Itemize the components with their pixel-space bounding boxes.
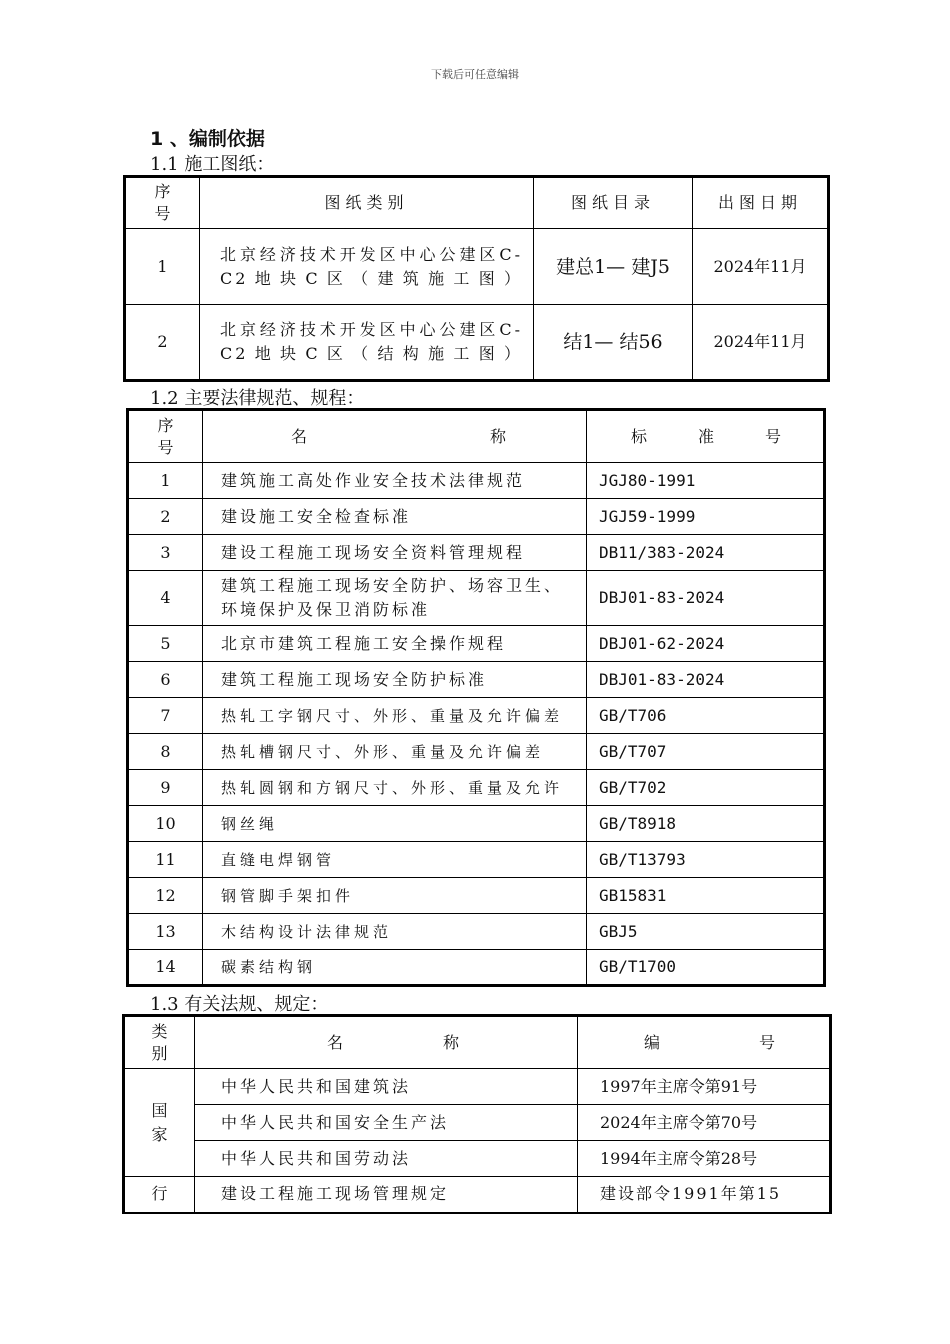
- drawings-table: [123, 175, 830, 382]
- row-name: 热轧槽钢尺寸、外形、重量及允许偏差: [203, 734, 587, 770]
- table-row: [124, 1177, 831, 1213]
- section-1-1-title: 1.1 施工图纸：: [150, 154, 275, 175]
- row-no: 1: [125, 229, 200, 305]
- row-no: 4: [128, 571, 203, 626]
- row-name: 直缝电焊钢管: [203, 842, 587, 878]
- table-row: [124, 1069, 831, 1105]
- table-row: [124, 1105, 831, 1141]
- table-row: [128, 698, 825, 734]
- table-row: [128, 878, 825, 914]
- table-row: [128, 499, 825, 535]
- row-name: 碳素结构钢: [203, 950, 587, 986]
- row-name: 钢丝绳: [203, 806, 587, 842]
- table-row: [128, 662, 825, 698]
- row-code: 1994年主席令第28号: [578, 1141, 831, 1177]
- table-row: [128, 770, 825, 806]
- row-no: 6: [128, 662, 203, 698]
- table-row: [128, 626, 825, 662]
- row-no: 7: [128, 698, 203, 734]
- table-row: [128, 463, 825, 499]
- table-row: [125, 305, 829, 381]
- regulations-table: [122, 1014, 832, 1214]
- row-code: 2024年主席令第70号: [578, 1105, 831, 1141]
- row-catalog: 建总1— 建J5: [534, 229, 693, 305]
- header-category: 图纸类别: [200, 177, 534, 229]
- row-code: 1997年主席令第91号: [578, 1069, 831, 1105]
- section-1-2-title: 1.2 主要法律规范、规程：: [150, 388, 365, 409]
- row-std: JGJ80-1991: [587, 463, 825, 499]
- row-no: 13: [128, 914, 203, 950]
- table-row: [128, 734, 825, 770]
- row-name: 建筑施工高处作业安全技术法律规范: [203, 463, 587, 499]
- row-std: DBJ01-83-2024: [587, 571, 825, 626]
- header-type: 类别: [124, 1016, 195, 1069]
- row-no: 11: [128, 842, 203, 878]
- row-name: 建筑工程施工现场安全防护、场容卫生、环境保护及保卫消防标准: [203, 571, 587, 626]
- group-national: 国家: [124, 1069, 195, 1177]
- header-std: 标 准 号: [587, 410, 825, 463]
- row-std: GB/T13793: [587, 842, 825, 878]
- header-date: 出图日期: [693, 177, 829, 229]
- row-name: 中华人民共和国安全生产法: [195, 1105, 578, 1141]
- header-no: 序号: [128, 410, 203, 463]
- row-no: 2: [128, 499, 203, 535]
- table-row: [128, 571, 825, 626]
- row-name: 建设施工安全检查标准: [203, 499, 587, 535]
- table-row: [124, 1141, 831, 1177]
- row-std: GB/T702: [587, 770, 825, 806]
- row-category: 北京经济技术开发区中心公建区C-C2地块C区（结构施工图）: [200, 305, 534, 381]
- header-catalog: 图纸目录: [534, 177, 693, 229]
- table-row: [128, 806, 825, 842]
- row-name: 钢管脚手架扣件: [203, 878, 587, 914]
- row-code: 建设部令1991年第15: [578, 1177, 831, 1213]
- table-row: [128, 535, 825, 571]
- table-row: [128, 950, 825, 986]
- row-std: GB/T8918: [587, 806, 825, 842]
- row-no: 12: [128, 878, 203, 914]
- row-no: 5: [128, 626, 203, 662]
- row-name: 热轧工字钢尺寸、外形、重量及允许偏差: [203, 698, 587, 734]
- row-std: GB/T1700: [587, 950, 825, 986]
- header-code: 编 号: [578, 1016, 831, 1069]
- row-no: 1: [128, 463, 203, 499]
- row-category: 北京经济技术开发区中心公建区C-C2地块C区（建筑施工图）: [200, 229, 534, 305]
- header-name: 名 称: [203, 410, 587, 463]
- section-1-3-title: 1.3 有关法规、规定：: [150, 994, 329, 1015]
- row-name: 建设工程施工现场管理规定: [195, 1177, 578, 1213]
- drawings-header-row: [125, 177, 829, 229]
- header-name: 名 称: [195, 1016, 578, 1069]
- row-name: 热轧圆钢和方钢尺寸、外形、重量及允许: [203, 770, 587, 806]
- row-name: 中华人民共和国建筑法: [195, 1069, 578, 1105]
- row-no: 10: [128, 806, 203, 842]
- row-std: DBJ01-83-2024: [587, 662, 825, 698]
- row-no: 3: [128, 535, 203, 571]
- row-std: GBJ5: [587, 914, 825, 950]
- standards-table: [126, 408, 826, 987]
- row-std: GB/T706: [587, 698, 825, 734]
- row-type: 行: [124, 1177, 195, 1213]
- row-std: GB/T707: [587, 734, 825, 770]
- section-title: 1 、编制依据: [150, 128, 265, 150]
- row-name: 北京市建筑工程施工安全操作规程: [203, 626, 587, 662]
- row-name: 建设工程施工现场安全资料管理规程: [203, 535, 587, 571]
- row-std: JGJ59-1999: [587, 499, 825, 535]
- row-no: 14: [128, 950, 203, 986]
- row-date: 2024年11月: [693, 229, 829, 305]
- table-row: [128, 842, 825, 878]
- row-catalog: 结1— 结56: [534, 305, 693, 381]
- row-std: GB15831: [587, 878, 825, 914]
- row-name: 木结构设计法律规范: [203, 914, 587, 950]
- row-no: 8: [128, 734, 203, 770]
- row-name: 中华人民共和国劳动法: [195, 1141, 578, 1177]
- header-note: 下载后可任意编辑: [431, 68, 519, 81]
- row-name: 建筑工程施工现场安全防护标准: [203, 662, 587, 698]
- table-row: [128, 914, 825, 950]
- row-std: DB11/383-2024: [587, 535, 825, 571]
- row-std: DBJ01-62-2024: [587, 626, 825, 662]
- table-row: [125, 229, 829, 305]
- header-no: 序号: [125, 177, 200, 229]
- standards-header-row: [128, 410, 825, 463]
- row-no: 9: [128, 770, 203, 806]
- row-date: 2024年11月: [693, 305, 829, 381]
- row-no: 2: [125, 305, 200, 381]
- regulations-header-row: [124, 1016, 831, 1069]
